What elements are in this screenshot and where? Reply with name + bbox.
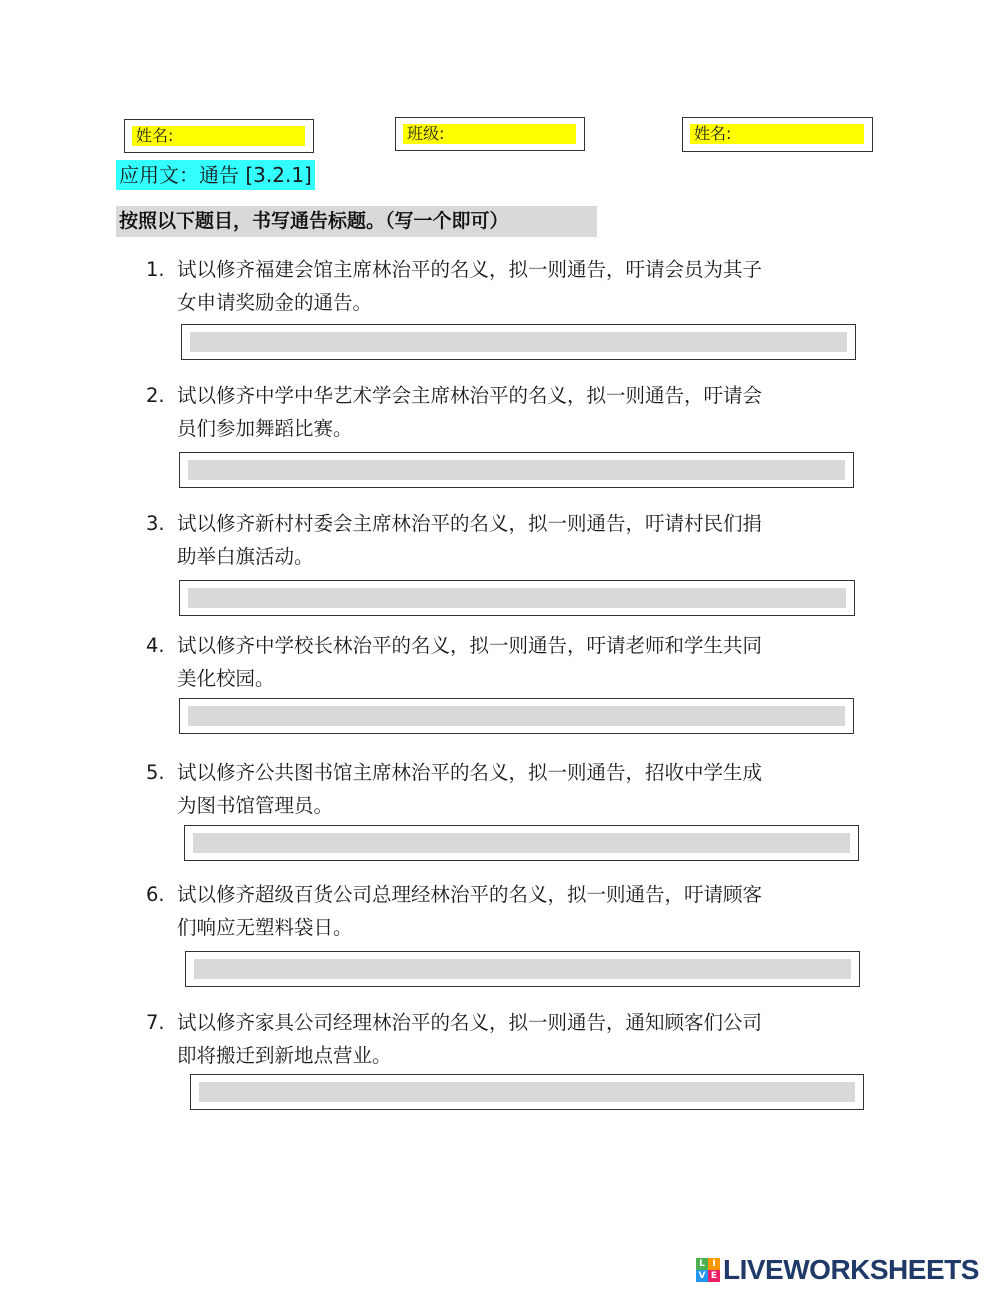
question-1 [146, 253, 866, 319]
question-text-line1: 试以修齐公共图书馆主席林治平的名义，拟一则通告，招收中学生成 [177, 761, 763, 784]
logo-mark-icon [696, 1258, 720, 1282]
logo-tile-i: I [708, 1258, 720, 1270]
question-4 [146, 629, 866, 695]
logo-text: LIVEWORKSHEETS [723, 1254, 979, 1285]
question-number: 1. [146, 258, 165, 281]
answer-input-4[interactable] [188, 706, 845, 726]
question-text-line1: 试以修齐中学校长林治平的名义，拟一则通告，吁请老师和学生共同 [177, 634, 763, 657]
answer-box-6 [185, 951, 860, 987]
answer-input-3[interactable] [188, 588, 846, 608]
name-label-1: 姓名: [136, 126, 174, 145]
question-text-line2: 助举白旗活动。 [177, 545, 314, 568]
answer-input-7[interactable] [199, 1082, 855, 1102]
question-text-line1: 试以修齐家具公司经理林治平的名义，拟一则通告，通知顾客们公司 [177, 1011, 763, 1034]
question-text-line1: 试以修齐福建会馆主席林治平的名义，拟一则通告，吁请会员为其子 [177, 258, 763, 281]
answer-box-4 [179, 698, 854, 734]
name-field-box-2 [682, 117, 873, 152]
logo-tile-l: L [696, 1258, 708, 1270]
answer-input-1[interactable] [190, 332, 847, 352]
question-number: 4. [146, 634, 165, 657]
answer-input-2[interactable] [188, 460, 845, 480]
question-text-line2: 即将搬迁到新地点营业。 [177, 1044, 392, 1067]
answer-box-1 [181, 324, 856, 360]
question-text-line2: 们响应无塑料袋日。 [177, 916, 353, 939]
question-text-line1: 试以修齐新村村委会主席林治平的名义，拟一则通告，吁请村民们捐 [177, 512, 763, 535]
answer-box-2 [179, 452, 854, 488]
answer-input-6[interactable] [194, 959, 851, 979]
question-7 [146, 1006, 866, 1072]
question-number: 5. [146, 761, 165, 784]
question-text-line1: 试以修齐超级百货公司总理经林治平的名义，拟一则通告，吁请顾客 [177, 883, 763, 906]
answer-box-3 [179, 580, 855, 616]
question-text-line2: 女申请奖励金的通告。 [177, 291, 373, 314]
answer-box-5 [184, 825, 859, 861]
name-input-1[interactable] [132, 126, 305, 146]
question-number: 6. [146, 883, 165, 906]
answer-input-5[interactable] [193, 833, 850, 853]
answer-box-7 [190, 1074, 864, 1110]
instruction-heading: 按照以下题目，书写通告标题。（写一个即可） [116, 206, 597, 237]
question-6 [146, 878, 866, 944]
question-number: 7. [146, 1011, 165, 1034]
question-text-line2: 员们参加舞蹈比赛。 [177, 417, 353, 440]
logo-tile-e: E [708, 1270, 720, 1282]
question-number: 2. [146, 384, 165, 407]
question-text-line1: 试以修齐中学中华艺术学会主席林治平的名义，拟一则通告，吁请会 [177, 384, 763, 407]
class-field-box [395, 117, 585, 151]
name-input-2[interactable] [690, 124, 864, 144]
question-number: 3. [146, 512, 165, 535]
name-label-2: 姓名: [694, 124, 732, 143]
question-3 [146, 507, 866, 573]
section-label: 应用文：通告 [3.2.1] [116, 160, 315, 190]
question-text-line2: 美化校园。 [177, 667, 275, 690]
question-2 [146, 379, 866, 445]
question-text-line2: 为图书馆管理员。 [177, 794, 334, 817]
class-input[interactable] [403, 124, 576, 144]
liveworksheets-logo [696, 1254, 979, 1286]
question-5 [146, 756, 866, 822]
name-field-box-1 [124, 119, 314, 153]
logo-tile-v: V [696, 1270, 708, 1282]
class-label: 班级: [407, 124, 445, 143]
